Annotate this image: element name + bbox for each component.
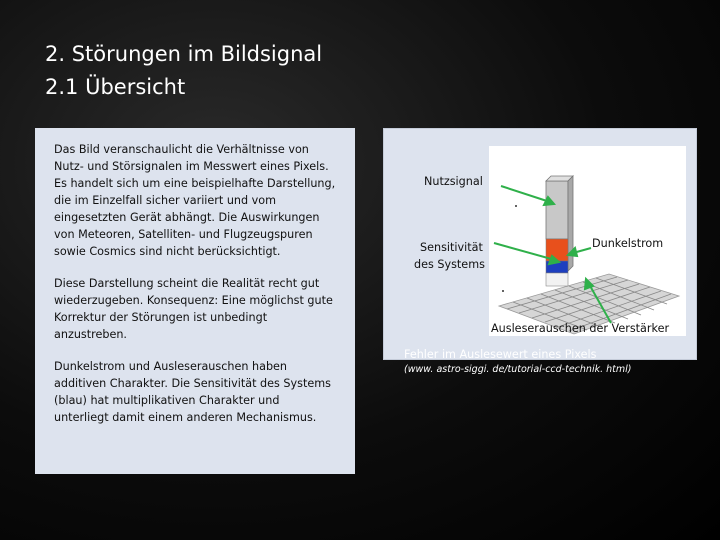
label-ausleserauschen: Ausleserauschen der Verstärker [491, 322, 670, 335]
title-line-2: 2.1 Übersicht [45, 75, 186, 99]
text-panel [35, 128, 355, 474]
arrowhead-ausleserauschen [585, 279, 593, 289]
label-nutzsignal: Nutzsignal [424, 175, 483, 188]
label-dunkelstrom: Dunkelstrom [592, 237, 664, 250]
arrow-nutzsignal [501, 186, 550, 202]
arrowhead-dunkelstrom [568, 248, 577, 256]
figure-panel [383, 128, 697, 360]
figure-source: (www. astro-siggi. de/tutorial-ccd-technik. html) [404, 364, 632, 375]
slide-title [45, 38, 322, 104]
label-sensitivitaet-line2: des Systems [414, 258, 485, 271]
arrowhead-nutzsignal [544, 197, 554, 205]
arrowhead-sensitivitaet [549, 256, 559, 264]
title-line-1: 2. Störungen im Bildsignal [45, 42, 323, 66]
paragraph-1: Das Bild veranschaulicht die Verhältnisse von Nutz- und Störsignalen im Messwert eines Pixels. Es handelt sich um eine beispielhafte Darstellung, die im Einzelfall sicher variiert und vom eingesetzten Gerät abhängt. Die Auswirkungen von Meteoren, Satelliten- und Flugzeugspuren sowie Cosmics sind nicht berücksichtigt. [54, 143, 336, 258]
paragraph-2: Diese Darstellung scheint die Realität recht gut wiederzugeben. Konsequenz: Eine möglichst gute Korrektur der Störungen ist unbedingt anzustreben. [54, 277, 333, 341]
paragraph-3: Dunkelstrom und Ausleserauschen haben additiven Charakter. Die Sensitivität des Systems (blau) hat multiplikativen Charakter und unterliegt damit einem anderen Mechanismus. [54, 360, 331, 424]
arrow-sensitivitaet [494, 243, 555, 260]
label-sensitivitaet-line1: Sensitivität [420, 241, 483, 254]
arrow-ausleserauschen [589, 284, 611, 323]
figure-caption: Fehler im Auslesewert eines Pixels [404, 348, 597, 361]
